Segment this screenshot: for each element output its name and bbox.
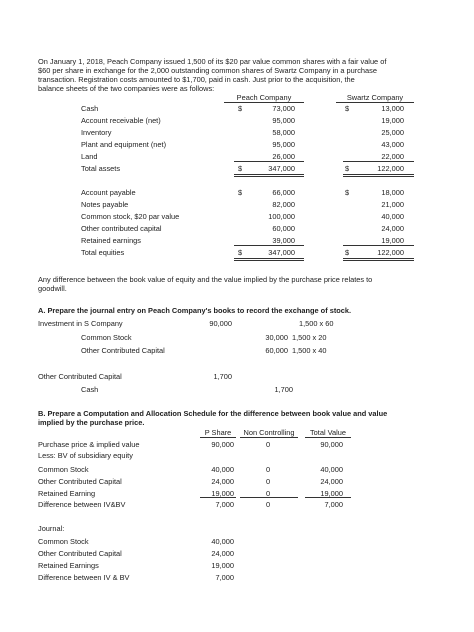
- schedule-re-total: 19,000: [320, 489, 343, 498]
- journal-cs-label: Common Stock: [38, 537, 89, 546]
- goodwill-note-line-2: goodwill.: [38, 284, 67, 293]
- total-equities-label: Total equities: [81, 248, 125, 257]
- cash-label: Cash: [81, 104, 99, 113]
- peach-header-underline: [224, 102, 304, 103]
- peach-receivable: 95,000: [272, 116, 295, 125]
- swartz-total-equities: 122,000: [377, 248, 404, 257]
- schedule-cs-nc: 0: [265, 465, 271, 474]
- intro-line-2: $60 per share in exchange for the 2,000 outstanding common shares of Swartz Company in a purchase: [38, 66, 377, 75]
- schedule-cs-p: 40,000: [211, 465, 234, 474]
- investment-account: Investment in S Company: [38, 319, 123, 328]
- dollar-sign: $: [238, 248, 243, 257]
- schedule-re-label: Retained Earning: [38, 489, 96, 498]
- peach-cash: 73,000: [272, 104, 295, 113]
- peach-re: 39,000: [272, 236, 295, 245]
- equities-double-rule: [234, 260, 304, 261]
- cash-credit-amount: 1,700: [274, 385, 293, 394]
- total-value-header: Total Value: [309, 428, 347, 437]
- peach-total-equities: 347,000: [268, 248, 295, 257]
- ap-label: Account payable: [81, 188, 136, 197]
- dollar-sign: $: [238, 188, 243, 197]
- land-label: Land: [81, 152, 98, 161]
- schedule-occ-label: Other Contributed Capital: [38, 477, 122, 486]
- swartz-occ: 24,000: [381, 224, 404, 233]
- re-label: Retained earnings: [81, 236, 141, 245]
- p-share-underline: [200, 437, 236, 438]
- peach-land: 26,000: [272, 152, 295, 161]
- equities-total-rule: [234, 245, 304, 246]
- peach-company-header: Peach Company: [236, 93, 292, 102]
- journal-occ-label: Other Contributed Capital: [38, 549, 122, 558]
- schedule-re-p: 19,000: [211, 489, 234, 498]
- purchase-total: 90,000: [320, 440, 343, 449]
- swartz-receivable: 19,000: [381, 116, 404, 125]
- part-b-title-line-2: implied by the purchase price.: [38, 418, 145, 427]
- schedule-rule: [305, 497, 351, 498]
- plant-label: Plant and equipment (net): [81, 140, 167, 149]
- p-share-header: P Share: [204, 428, 232, 437]
- equities-double-rule: [343, 258, 414, 259]
- journal-cs-amount: 40,000: [211, 537, 234, 546]
- peach-occ: 60,000: [272, 224, 295, 233]
- non-controlling-header: Non Controlling: [243, 428, 295, 437]
- journal-re-label: Retained Earnings: [38, 561, 99, 570]
- assets-double-rule: [343, 176, 414, 177]
- occ-credit-amount: 60,000: [265, 346, 288, 355]
- non-controlling-underline: [240, 437, 298, 438]
- swartz-cs: 40,000: [381, 212, 404, 221]
- dollar-sign: $: [345, 164, 350, 173]
- inventory-label: Inventory: [81, 128, 112, 137]
- intro-line-3: transaction. Registration costs amounted to $1,700, paid in cash. Just prior to the acquisition, the: [38, 75, 355, 84]
- total-value-underline: [305, 437, 351, 438]
- purchase-p: 90,000: [211, 440, 234, 449]
- peach-cs: 100,000: [268, 212, 295, 221]
- schedule-occ-total: 24,000: [320, 477, 343, 486]
- swartz-re: 19,000: [381, 236, 404, 245]
- investment-calc: 1,500 x 60: [299, 319, 334, 328]
- purchase-price-label: Purchase price & implied value: [38, 440, 140, 449]
- dollar-sign: $: [345, 104, 350, 113]
- part-b-title-line-1: B. Prepare a Computation and Allocation Schedule for the difference between book value and value: [38, 409, 388, 418]
- dollar-sign: $: [238, 164, 243, 173]
- dollar-sign: $: [238, 104, 243, 113]
- assets-total-rule: [234, 161, 304, 162]
- difference-label: Difference between IV&BV: [38, 500, 126, 509]
- part-a-title: A. Prepare the journal entry on Peach Company's books to record the exchange of stock.: [38, 306, 352, 315]
- occ-credit-account: Other Contributed Capital: [81, 346, 165, 355]
- assets-double-rule: [234, 174, 304, 175]
- journal-re-amount: 19,000: [211, 561, 234, 570]
- swartz-inventory: 25,000: [381, 128, 404, 137]
- peach-inventory: 58,000: [272, 128, 295, 137]
- peach-np: 82,000: [272, 200, 295, 209]
- journal-title: Journal:: [38, 524, 65, 533]
- purchase-nc: 0: [265, 440, 271, 449]
- goodwill-note-line-1: Any difference between the book value of equity and the value implied by the purchase price relates to: [38, 275, 373, 284]
- swartz-land: 22,000: [381, 152, 404, 161]
- difference-nc: 0: [265, 500, 271, 509]
- cs-credit-amount: 30,000: [265, 333, 288, 342]
- assets-double-rule: [234, 176, 304, 177]
- total-assets-label: Total assets: [81, 164, 121, 173]
- journal-occ-amount: 24,000: [211, 549, 234, 558]
- occ-credit-calc: 1,500 x 40: [292, 346, 327, 355]
- occ-label: Other contributed capital: [81, 224, 162, 233]
- journal-diff-label: Difference between IV & BV: [38, 573, 130, 582]
- peach-plant: 95,000: [272, 140, 295, 149]
- swartz-ap: 18,000: [381, 188, 404, 197]
- receivable-label: Account receivable (net): [81, 116, 161, 125]
- schedule-occ-p: 24,000: [211, 477, 234, 486]
- assets-double-rule: [343, 174, 414, 175]
- swartz-header-underline: [336, 102, 414, 103]
- cs-credit-account: Common Stock: [81, 333, 132, 342]
- cash-credit-account: Cash: [81, 385, 99, 394]
- swartz-plant: 43,000: [381, 140, 404, 149]
- peach-ap: 66,000: [272, 188, 295, 197]
- swartz-cash: 13,000: [381, 104, 404, 113]
- dollar-sign: $: [345, 188, 350, 197]
- swartz-np: 21,000: [381, 200, 404, 209]
- peach-total-assets: 347,000: [268, 164, 295, 173]
- schedule-rule: [200, 497, 236, 498]
- schedule-occ-nc: 0: [265, 477, 271, 486]
- equities-total-rule: [343, 245, 414, 246]
- schedule-cs-total: 40,000: [320, 465, 343, 474]
- schedule-rule: [240, 497, 298, 498]
- less-bv-label: Less: BV of subsidiary equity: [38, 451, 133, 460]
- difference-p: 7,000: [215, 500, 234, 509]
- cs-credit-calc: 1,500 x 20: [292, 333, 327, 342]
- journal-diff-amount: 7,000: [215, 573, 234, 582]
- cs-label: Common stock, $20 par value: [81, 212, 180, 221]
- investment-amount: 90,000: [209, 319, 232, 328]
- occ-debit-account: Other Contributed Capital: [38, 372, 122, 381]
- swartz-total-assets: 122,000: [377, 164, 404, 173]
- schedule-cs-label: Common Stock: [38, 465, 89, 474]
- intro-line-1: On January 1, 2018, Peach Company issued 1,500 of its $20 par value common shares with a fair value of: [38, 57, 387, 66]
- dollar-sign: $: [345, 248, 350, 257]
- intro-line-4: balance sheets of the two companies were as follows:: [38, 84, 215, 93]
- difference-total: 7,000: [324, 500, 343, 509]
- swartz-company-header: Swartz Company: [346, 93, 404, 102]
- assets-total-rule: [343, 161, 414, 162]
- equities-double-rule: [343, 260, 414, 261]
- equities-double-rule: [234, 258, 304, 259]
- occ-debit-amount: 1,700: [213, 372, 232, 381]
- schedule-re-nc: 0: [265, 489, 271, 498]
- np-label: Notes payable: [81, 200, 129, 209]
